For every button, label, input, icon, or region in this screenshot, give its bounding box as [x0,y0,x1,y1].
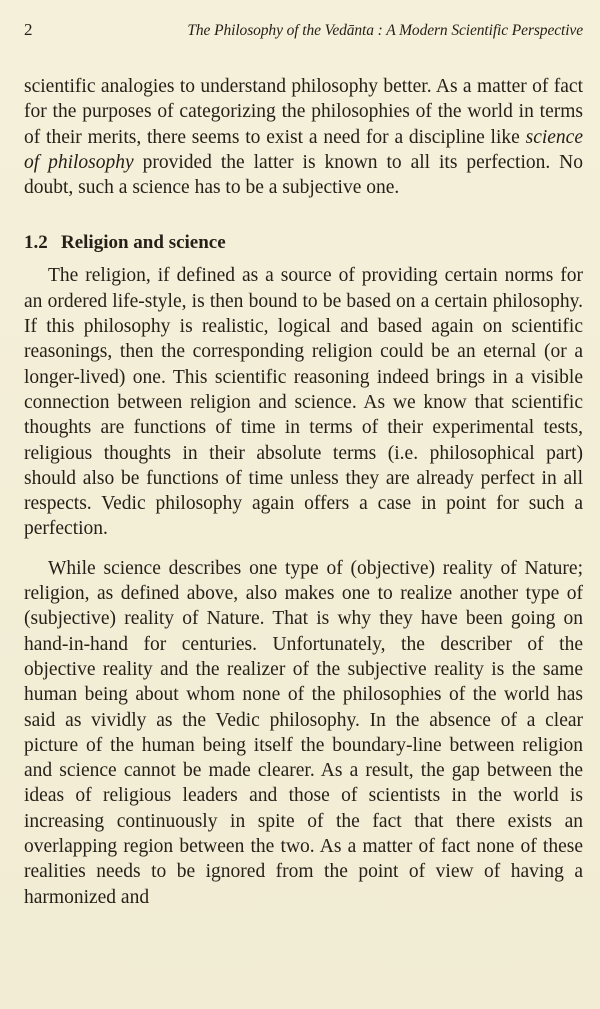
intro-emphasis: science of philosophy [24,126,583,173]
page-number: 2 [24,20,33,39]
intro-text-part2: provided the latter is known to all its perfection. No doubt, such a science has to be a subjective one. [24,151,583,199]
intro-text-part1: scientific analogies to understand philosophy better. As a matter of fact for the purposes of categorizing the philosophies of the world in terms of their merits, there seems to exist a need for a discipline like [24,76,583,148]
paragraph-gap [24,542,583,556]
section-title: Religion and science [61,232,226,254]
paragraph-religion-definition: The religion, if defined as a source of providing certain norms for an ordered life-style, is then bound to be based on a certain philosophy. If this philosophy is realistic, logical and based again on scientific reasonings, then the corresponding religion could be an eternal (or a longer-lived) one. This scientific reasoning indeed brings in a visible connection between religion and science. As we know that scientific thoughts are functions of time in terms of their experimental tests, religious thoughts in their absolute terms (i.e. philosophical part) should also be functions of time unless they are already perfect in all respects. Vedic philosophy again offers a case in point for such a perfection. [24,265,583,540]
running-head [24,20,583,44]
running-head-title: The Philosophy of the Vedānta : A Modern Scientific Perspective [187,22,583,39]
section-number: 1.2 [24,232,48,254]
paragraph-science-religion: While science describes one type of (objective) reality of Nature; religion, as defined above, also makes one to realize another type of (subjective) reality of Nature. That is why they have been going on hand-in-hand for centuries. Unfortunately, the describer of the objective reality and the realizer of the subjective reality is the same human being about whom none of the philosophies of the world has said as vividly as the Vedic philosophy. In the absence of a clear picture of the human being itself the boundary-line between religion and science cannot be made clearer. As a result, the gap between the ideas of religious leaders and those of scientists in the world is increasing continuously in spite of the fact that there exists an overlapping region between the two. As a matter of fact none of these realities needs to be ignored from the point of view of having a harmonized and [24,557,583,908]
section-heading [24,231,583,255]
intro-paragraph [24,74,583,200]
